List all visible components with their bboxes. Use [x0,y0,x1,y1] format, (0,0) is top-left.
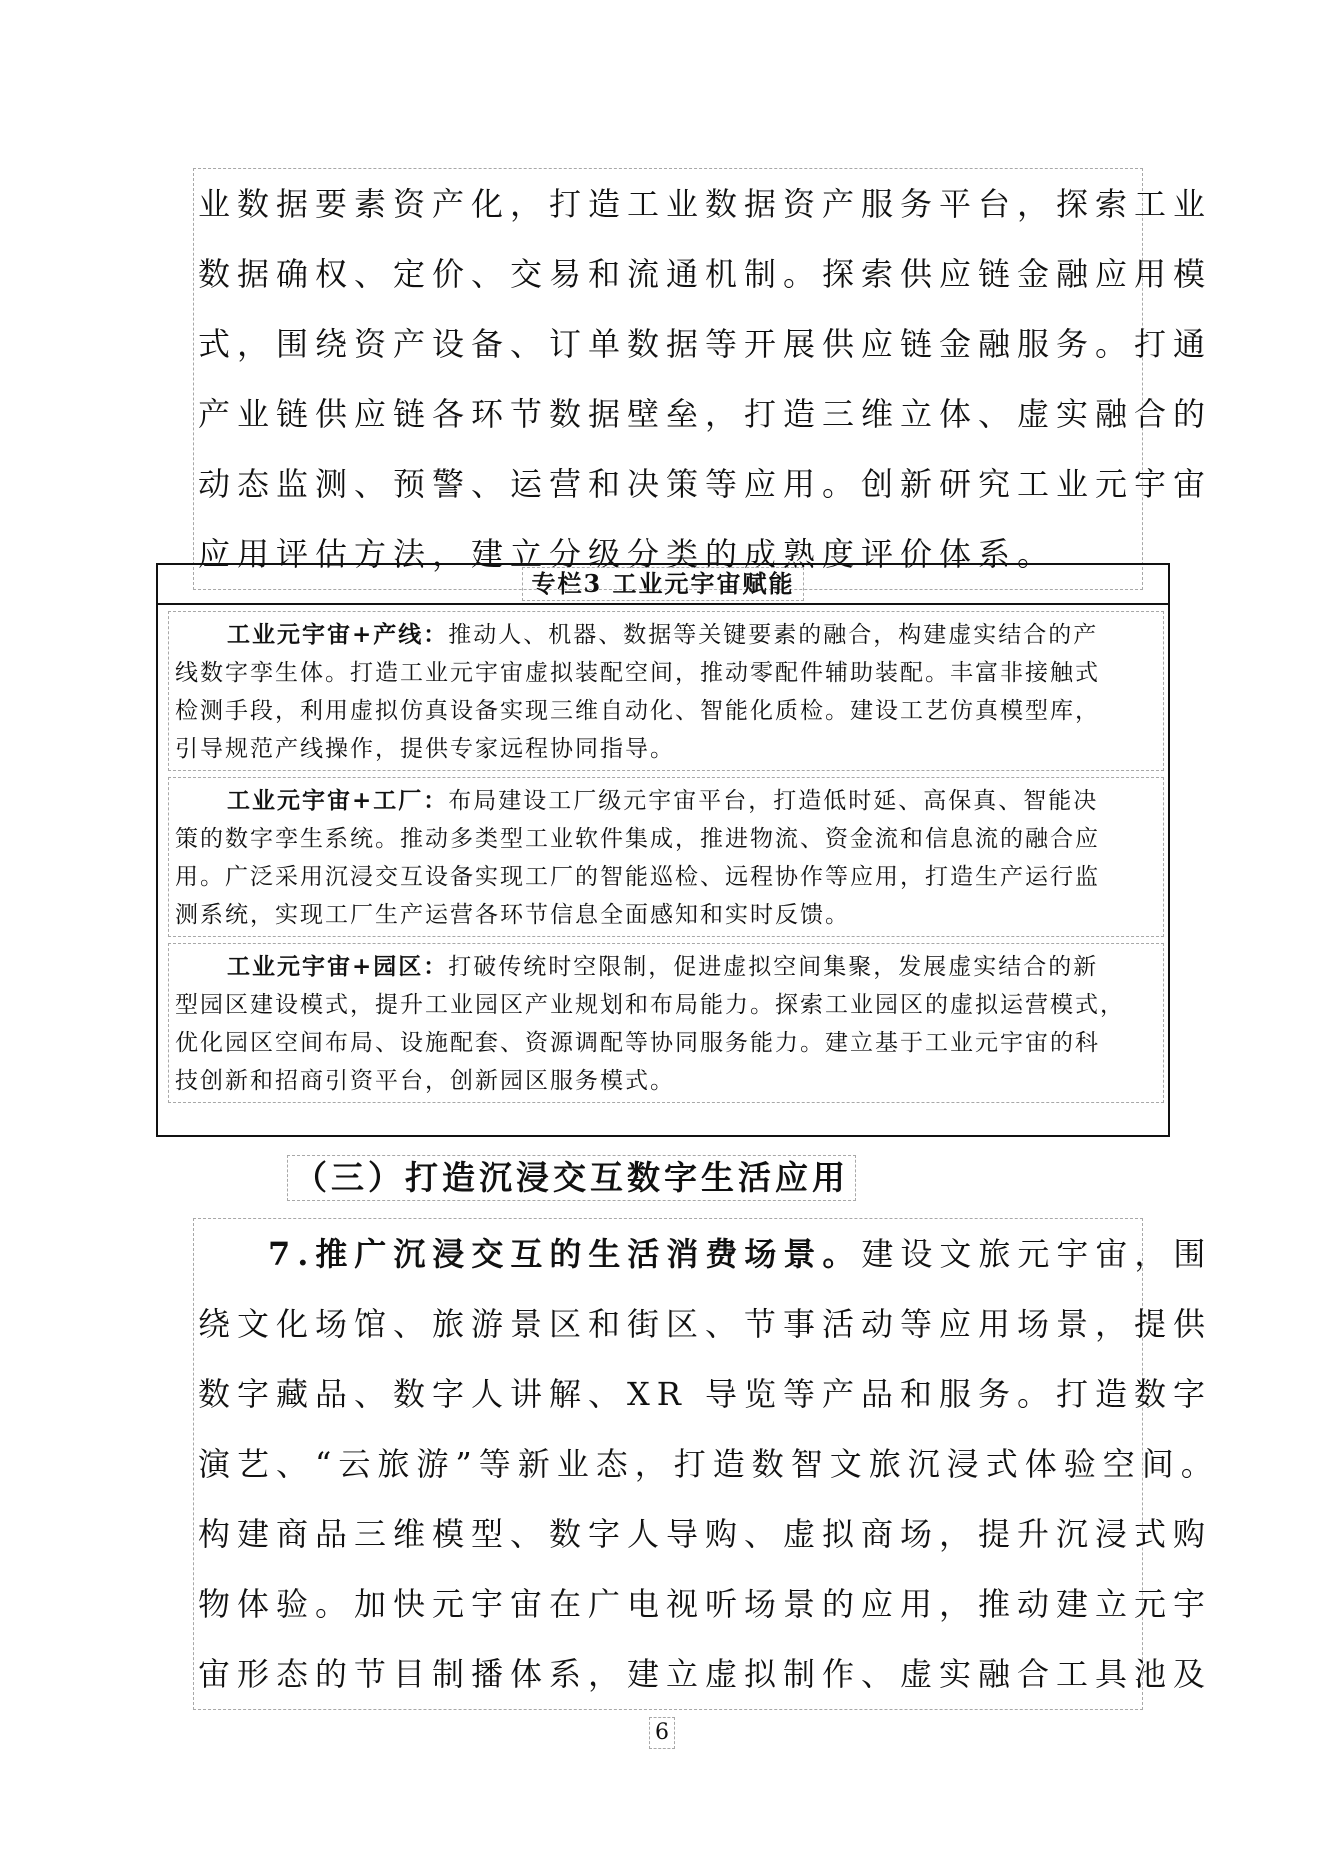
column-item-factory [168,777,1164,937]
paragraph-line: 产业链供应链各环节数据壁垒，打造三维立体、虚实融合的 [198,395,1213,433]
paragraph-lead-heading: 7.推广沉浸交互的生活消费场景。 [268,1235,862,1273]
column-item-text: 测系统，实现工厂生产运营各环节信息全面感知和实时反馈。 [175,902,850,928]
column-item-text: 技创新和招商引资平台，创新园区服务模式。 [175,1068,675,1094]
column-item-heading: 工业元宇宙+产线： [227,621,449,648]
column-item-production-line [168,611,1164,771]
column-box-title: 专栏3 工业元宇宙赋能 [522,567,803,601]
paragraph-line: 宙形态的节目制播体系，建立虚拟制作、虚实融合工具池及 [198,1655,1213,1693]
paragraph-line: 数字藏品、数字人讲解、XR 导览等产品和服务。打造数字 [198,1375,1213,1413]
paragraph-line: 建设文旅元宇宙，围 [861,1235,1213,1273]
column-item-text: 检测手段，利用虚拟仿真设备实现三维自动化、智能化质检。建设工艺仿真模型库， [175,698,1100,724]
column-item-text: 优化园区空间布局、设施配套、资源调配等协同服务能力。建立基于工业元宇宙的科 [175,1030,1100,1056]
column-item-text: 型园区建设模式，提升工业园区产业规划和布局能力。探索工业园区的虚拟运营模式， [175,992,1125,1018]
page-number: 6 [649,1717,675,1749]
paragraph-line: 应用评估方法，建立分级分类的成熟度评价体系。 [198,535,1057,573]
body-paragraph [193,1218,1220,1710]
paragraph-line: 数据确权、定价、交易和流通机制。探索供应链金融应用模 [198,255,1213,293]
column-item-text: 布局建设工厂级元宇宙平台，打造低时延、高保真、智能决 [448,788,1099,814]
continued-paragraph [193,168,1213,590]
paragraph-line: 物体验。加快元宇宙在广电视听场景的应用，推动建立元宇 [198,1585,1213,1623]
column-item-text: 线数字孪生体。打造工业元宇宙虚拟装配空间，推动零配件辅助装配。丰富非接触式 [175,660,1100,686]
paragraph-line: 动态监测、预警、运营和决策等应用。创新研究工业元宇宙 [198,465,1213,503]
column-item-heading: 工业元宇宙+工厂： [227,787,449,814]
paragraph-line: 构建商品三维模型、数字人导购、虚拟商场，提升沉浸式购 [198,1515,1213,1553]
column-item-heading: 工业元宇宙+园区： [227,953,449,980]
paragraph-line: 式，围绕资产设备、订单数据等开展供应链金融服务。打通 [198,325,1213,363]
paragraph-line: 业数据要素资产化，打造工业数据资产服务平台，探索工业 [198,185,1213,223]
paragraph-line: 绕文化场馆、旅游景区和街区、节事活动等应用场景，提供 [198,1305,1213,1343]
paragraph-line: 演艺、“云旅游”等新业态，打造数智文旅沉浸式体验空间。 [198,1445,1220,1483]
column-item-text: 引导规范产线操作，提供专家远程协同指导。 [175,736,675,762]
column-item-text: 打破传统时空限制，促进虚拟空间集聚，发展虚实结合的新 [448,954,1099,980]
column-item-text: 用。广泛采用沉浸交互设备实现工厂的智能巡检、远程协作等应用，打造生产运行监 [175,864,1100,890]
column-box-header [158,565,1168,605]
section-heading: （三）打造沉浸交互数字生活应用 [287,1155,856,1201]
column-item-text: 推动人、机器、数据等关键要素的融合，构建虚实结合的产 [448,622,1099,648]
column-box [156,563,1170,1137]
column-item-park [168,943,1164,1103]
column-item-text: 策的数字孪生系统。推动多类型工业软件集成，推进物流、资金流和信息流的融合应 [175,826,1100,852]
